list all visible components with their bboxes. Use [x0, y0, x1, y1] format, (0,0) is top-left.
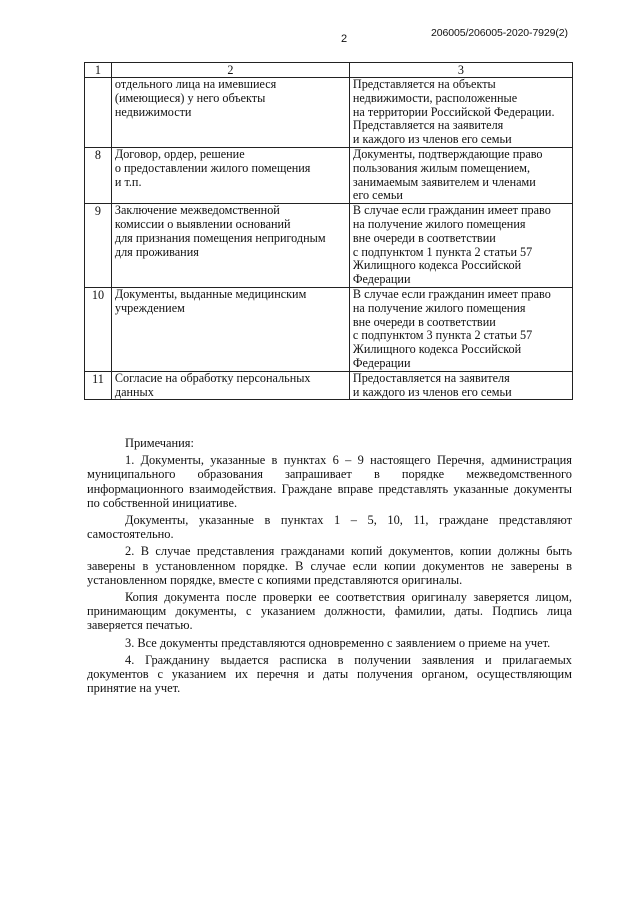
row-note: Документы, подтверждающие право пользования жилым помещением, занимаемым заявителем и членами его семьи: [349, 147, 572, 203]
row-number: 9: [85, 204, 112, 288]
table-row: [85, 287, 573, 371]
document-id: 206005/206005-2020-7929(2): [431, 27, 568, 39]
row-note: В случае если гражданин имеет право на получение жилого помещения вне очереди в соответствии с подпунктом 1 пункта 2 статьи 57 Жилищного кодекса Российской Федерации: [349, 204, 572, 288]
column-header-3: 3: [349, 63, 572, 78]
row-number: 11: [85, 371, 112, 400]
row-note: В случае если гражданин имеет право на получение жилого помещения вне очереди в соответствии с подпунктом 3 пункта 2 статьи 57 Жилищного кодекса Российской Федерации: [349, 287, 572, 371]
note-paragraph: Копия документа после проверки ее соответствия оригиналу заверяется лицом, принимающим документы, с указанием должности, фамилии, даты. Подпись лица заверяется печатью.: [87, 590, 572, 633]
table-header-row: [85, 63, 573, 78]
notes-section: [87, 436, 572, 698]
table-row: [85, 147, 573, 203]
notes-title: Примечания:: [125, 436, 194, 450]
column-header-1: 1: [85, 63, 112, 78]
note-paragraph: Документы, указанные в пунктах 1 – 5, 10, 11, граждане представляют самостоятельно.: [87, 513, 572, 542]
note-paragraph: 3. Все документы представляются одновременно с заявлением о приеме на учет.: [125, 635, 551, 650]
note-paragraph: 4. Гражданину выдается расписка в получении заявления и прилагаемых документов с указанием их перечня и даты получения органом, осуществляющим принятие на учет.: [87, 652, 572, 696]
row-document: отдельного лица на имевшиеся (имеющиеся) у него объекты недвижимости: [111, 78, 349, 148]
row-note: Предоставляется на заявителя и каждого из членов его семьи: [349, 371, 572, 400]
row-document: Документы, выданные медицинским учреждением: [111, 287, 349, 371]
row-document: Заключение межведомственной комиссии о выявлении оснований для признания помещения непригодным для проживания: [111, 204, 349, 288]
note-paragraph: 1. Документы, указанные в пунктах 6 – 9 настоящего Перечня, администрация муниципального образования запрашивает в порядке межведомственного информационного взаимодействия. Граждане вправе представлять указанные документы по собственной инициативе.: [87, 453, 572, 510]
page-number: 2: [341, 33, 348, 45]
row-number: 10: [85, 287, 112, 371]
row-note: Представляется на объекты недвижимости, расположенные на территории Российской Федерации. Представляется на заявителя и каждого из членов его семьи: [349, 78, 572, 148]
table-row: [85, 204, 573, 288]
column-header-2: 2: [111, 63, 349, 78]
table-row: [85, 78, 573, 148]
table-row: [85, 371, 573, 400]
row-number: [85, 78, 112, 148]
row-number: 8: [85, 147, 112, 203]
row-document: Договор, ордер, решение о предоставлении жилого помещения и т.п.: [111, 147, 349, 203]
note-paragraph: 2. В случае представления гражданами копий документов, копии должны быть заверены в установленном порядке. В случае если копии документов не заверены в установленном порядке, вместе с копиями представляются оригиналы.: [87, 544, 572, 587]
row-document: Согласие на обработку персональных данных: [111, 371, 349, 400]
documents-table: [84, 62, 573, 400]
